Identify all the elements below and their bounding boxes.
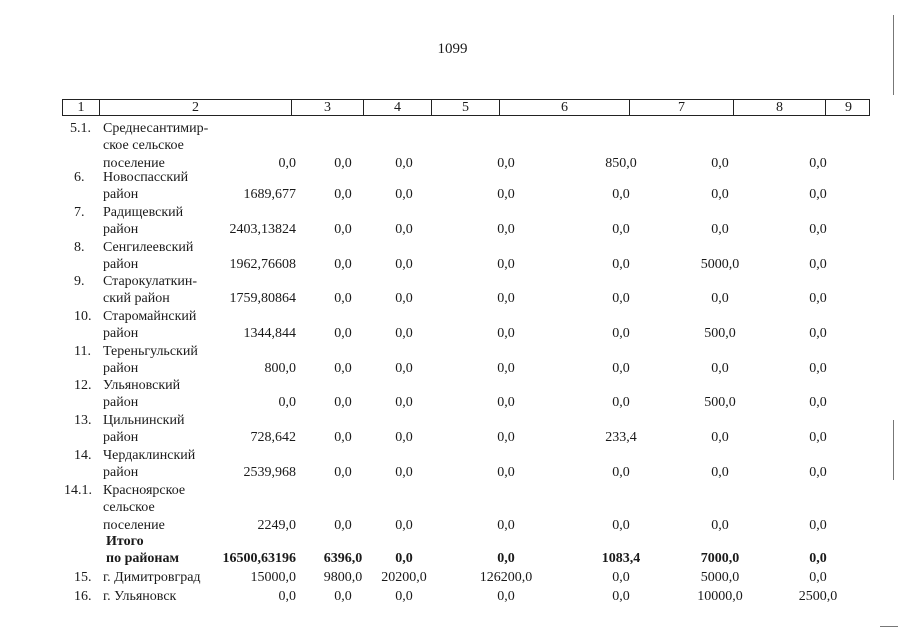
header-cell: 2 xyxy=(99,100,291,115)
cell-value: 0,0 xyxy=(711,430,729,446)
page-number: 1099 xyxy=(437,41,468,57)
cell-value: 0,0 xyxy=(612,187,630,203)
cell-value: 0,0 xyxy=(612,570,630,585)
cell-value: 0,0 xyxy=(809,465,827,481)
row-name-line: Старомайнский xyxy=(103,309,197,324)
cell-value: 1689,677 xyxy=(243,187,296,203)
cell-value: 0,0 xyxy=(809,551,827,567)
cell-value: 2249,0 xyxy=(257,517,296,533)
cell-value: 5000,0 xyxy=(700,570,740,585)
cell-value: 1759,80864 xyxy=(229,291,296,307)
header-cell: 6 xyxy=(499,100,629,115)
cell-value: 0,0 xyxy=(334,257,352,273)
cell-value: 0,0 xyxy=(711,361,729,377)
row-number: 14. xyxy=(74,448,92,463)
row-number: 10. xyxy=(74,309,92,324)
cell-value: 0,0 xyxy=(497,361,515,377)
header-cell: 7 xyxy=(629,100,733,115)
row-name-line: район xyxy=(103,465,139,481)
header-cell: 3 xyxy=(291,100,363,115)
cell-value: 0,0 xyxy=(395,361,413,377)
row-name-line: по районам xyxy=(106,551,180,567)
row-name-line: поселение xyxy=(103,155,165,171)
cell-value: 0,0 xyxy=(497,187,515,203)
cell-value: 0,0 xyxy=(809,517,827,533)
cell-value: 0,0 xyxy=(612,257,630,273)
row-number: 7. xyxy=(74,205,85,220)
cell-value: 1962,76608 xyxy=(229,257,296,273)
scan-mark xyxy=(893,420,894,480)
row-name-line: Тереньгульский xyxy=(103,344,198,359)
row-name-line: Итого xyxy=(106,534,144,549)
cell-value: 7000,0 xyxy=(700,551,740,567)
cell-value: 2403,13824 xyxy=(229,222,296,238)
cell-value: 0,0 xyxy=(497,517,515,533)
cell-value: 9800,0 xyxy=(323,570,363,585)
row-name-line: Цильнинский xyxy=(103,413,185,428)
cell-value: 0,0 xyxy=(395,517,413,533)
row-number: 16. xyxy=(74,589,92,604)
cell-value: 0,0 xyxy=(395,589,413,604)
cell-value: 0,0 xyxy=(809,187,827,203)
cell-value: 0,0 xyxy=(395,257,413,273)
cell-value: 0,0 xyxy=(612,395,630,411)
cell-value: 0,0 xyxy=(809,222,827,238)
cell-value: 0,0 xyxy=(612,517,630,533)
cell-value: 0,0 xyxy=(278,395,296,411)
cell-value: 0,0 xyxy=(334,589,352,604)
cell-value: 0,0 xyxy=(395,395,413,411)
cell-value: 2539,968 xyxy=(243,465,296,481)
cell-value: 0,0 xyxy=(711,187,729,203)
cell-value: 1083,4 xyxy=(601,551,641,567)
cell-value: 126200,0 xyxy=(479,570,533,585)
row-number: 12. xyxy=(74,378,92,393)
row-name-line: сельское xyxy=(103,500,155,516)
cell-value: 0,0 xyxy=(395,187,413,203)
row-name-line: Среднесантимир- xyxy=(103,121,209,136)
row-number: 9. xyxy=(74,274,85,289)
row-name-line: район xyxy=(103,187,139,203)
cell-value: 0,0 xyxy=(334,517,352,533)
cell-value: 0,0 xyxy=(395,326,413,342)
cell-value: 0,0 xyxy=(395,155,413,171)
cell-value: 0,0 xyxy=(334,187,352,203)
row-name-line: район xyxy=(103,361,139,377)
cell-value: 0,0 xyxy=(612,465,630,481)
cell-value: 0,0 xyxy=(612,222,630,238)
row-name-line: район xyxy=(103,326,139,342)
cell-value: 0,0 xyxy=(711,291,729,307)
cell-value: 0,0 xyxy=(278,589,296,604)
cell-value: 850,0 xyxy=(605,155,637,171)
cell-value: 0,0 xyxy=(809,326,827,342)
row-name-line: г. Ульяновск xyxy=(103,589,177,604)
row-name-line: Новоспасский xyxy=(103,170,189,185)
header-cell: 1 xyxy=(77,100,85,115)
scan-mark xyxy=(893,15,894,95)
cell-value: 800,0 xyxy=(264,361,296,377)
cell-value: 0,0 xyxy=(395,551,413,567)
row-number: 15. xyxy=(74,570,92,585)
cell-value: 0,0 xyxy=(395,465,413,481)
cell-value: 0,0 xyxy=(711,155,729,171)
cell-value: 0,0 xyxy=(497,465,515,481)
row-name-line: район xyxy=(103,222,139,238)
row-number: 8. xyxy=(74,240,85,255)
cell-value: 0,0 xyxy=(809,155,827,171)
row-name-line: район xyxy=(103,430,139,446)
row-name-line: ский район xyxy=(103,291,170,307)
cell-value: 0,0 xyxy=(711,465,729,481)
row-number: 11. xyxy=(74,344,91,359)
cell-value: 0,0 xyxy=(612,361,630,377)
cell-value: 0,0 xyxy=(334,465,352,481)
cell-value: 0,0 xyxy=(809,570,827,585)
cell-value: 728,642 xyxy=(250,430,296,446)
row-number: 14.1. xyxy=(64,483,92,498)
row-name-line: район xyxy=(103,257,139,273)
cell-value: 233,4 xyxy=(605,430,637,446)
row-name-line: поселение xyxy=(103,517,165,533)
cell-value: 0,0 xyxy=(497,551,515,567)
cell-value: 0,0 xyxy=(497,222,515,238)
cell-value: 0,0 xyxy=(278,155,296,171)
cell-value: 0,0 xyxy=(334,155,352,171)
row-name-line: Чердаклинский xyxy=(103,448,196,463)
cell-value: 0,0 xyxy=(334,291,352,307)
cell-value: 0,0 xyxy=(497,155,515,171)
cell-value: 10000,0 xyxy=(697,589,743,604)
cell-value: 2500,0 xyxy=(798,589,838,604)
row-name-line: Сенгилеевский xyxy=(103,240,194,255)
row-name-line: Радищевский xyxy=(103,205,184,220)
cell-value: 20200,0 xyxy=(381,570,427,585)
cell-value: 6396,0 xyxy=(323,551,363,567)
cell-value: 0,0 xyxy=(711,222,729,238)
header-cell: 5 xyxy=(431,100,499,115)
row-name-line: Ульяновский xyxy=(103,378,181,393)
cell-value: 0,0 xyxy=(809,430,827,446)
cell-value: 0,0 xyxy=(497,395,515,411)
cell-value: 0,0 xyxy=(809,291,827,307)
row-name-line: ское сельское xyxy=(103,138,184,154)
row-number: 5.1. xyxy=(70,121,91,136)
cell-value: 0,0 xyxy=(612,326,630,342)
cell-value: 0,0 xyxy=(334,326,352,342)
cell-value: 0,0 xyxy=(809,395,827,411)
row-number: 13. xyxy=(74,413,92,428)
cell-value: 500,0 xyxy=(704,326,736,342)
cell-value: 0,0 xyxy=(497,430,515,446)
header-cell: 4 xyxy=(363,100,431,115)
table-header xyxy=(62,99,870,116)
cell-value: 0,0 xyxy=(334,430,352,446)
cell-value: 0,0 xyxy=(334,395,352,411)
cell-value: 0,0 xyxy=(497,291,515,307)
scan-mark xyxy=(880,626,898,627)
cell-value: 0,0 xyxy=(395,222,413,238)
cell-value: 15000,0 xyxy=(250,570,296,585)
row-number: 6. xyxy=(74,170,85,185)
header-cell: 9 xyxy=(825,100,871,115)
cell-value: 0,0 xyxy=(334,361,352,377)
row-name-line: г. Димитровград xyxy=(103,570,201,585)
cell-value: 5000,0 xyxy=(700,257,740,273)
header-cell: 8 xyxy=(733,100,825,115)
cell-value: 0,0 xyxy=(395,291,413,307)
cell-value: 0,0 xyxy=(809,257,827,273)
cell-value: 0,0 xyxy=(334,222,352,238)
cell-value: 0,0 xyxy=(497,589,515,604)
row-name-line: Красноярское xyxy=(103,483,186,498)
cell-value: 0,0 xyxy=(612,589,630,604)
row-name-line: Старокулаткин- xyxy=(103,274,198,289)
cell-value: 500,0 xyxy=(704,395,736,411)
cell-value: 0,0 xyxy=(497,257,515,273)
cell-value: 0,0 xyxy=(395,430,413,446)
cell-value: 0,0 xyxy=(711,517,729,533)
cell-value: 16500,63196 xyxy=(222,551,296,567)
cell-value: 1344,844 xyxy=(243,326,296,342)
row-name-line: район xyxy=(103,395,139,411)
cell-value: 0,0 xyxy=(809,361,827,377)
cell-value: 0,0 xyxy=(497,326,515,342)
cell-value: 0,0 xyxy=(612,291,630,307)
